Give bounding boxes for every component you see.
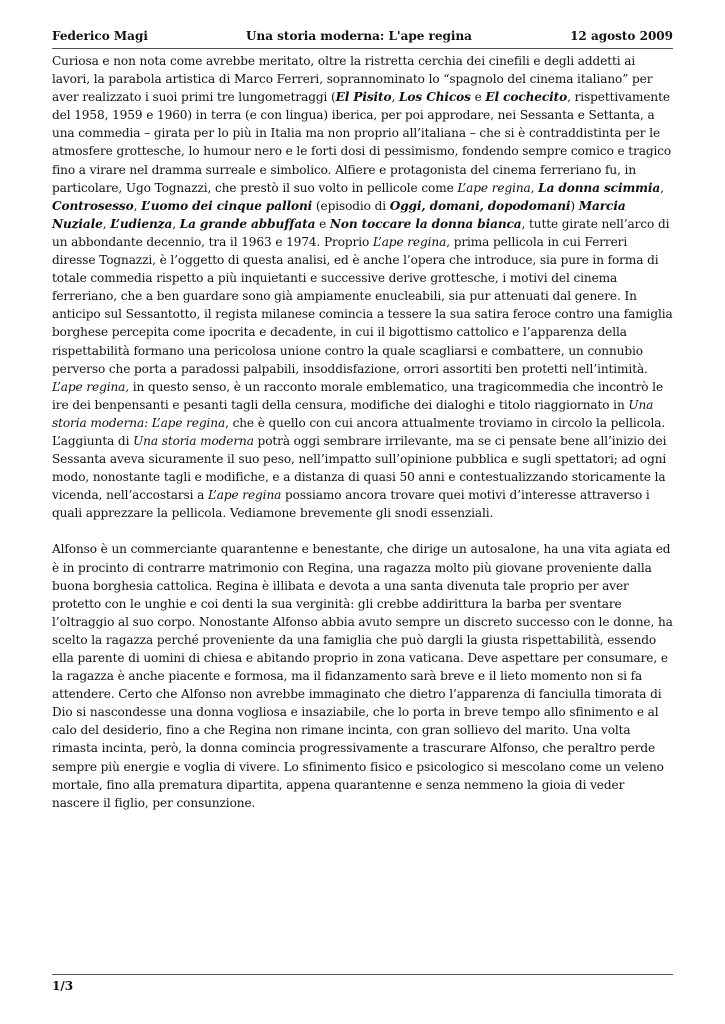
paragraph-2: Alfonso è un commerciante quarantenne e benestante, che dirige un autosalone, ha una vita agiata ed è in procinto di contrarre matrimonio con Regina, una ragazza molto più giovane proveniente dalla buona borghesia cattolica. Regina è illibata e devota a una santa divenuta tale proprio per aver protetto con le unghie e coi denti la sua verginità: gli crebbe addirittura la barba per sventare l’oltraggio al suo corpo. Nonostante Alfonso abbia avuto sempre un discreto successo con le donne, ha scelto la ragazza perché proveniente da una famiglia che può dargli la giusta rispettabilità, essendo ella parente di uomini di chiesa e abitando proprio in zona vaticana. Deve aspettare per consumare, e la ragazza è anche piacente e formosa, ma il fidanzamento sarà breve e il lieto momento non si fa attendere. Certo che Alfonso non avrebbe immaginato che dietro l’apparenza di fanciulla timorata di Dio si nascondesse una donna vogliosa e insaziabile, che lo porta in breve tempo allo sfinimento e al calo del desiderio, fino a che Regina non rimane incinta, con gran sollievo del marito. Una volta rimasta incinta, però, la donna comincia progressivamente a trascurare Alfonso, che peraltro perde sempre più energie e voglia di vivere. Lo sfinimento fisico e psicologico si mescolano come un veleno mortale, fino alla prematura dipartita, appena quarantenne e senza nemmeno la gioia di veder nascere il figlio, per consunzione.: [52, 542, 673, 810]
film-title: Non toccare la donna bianca: [329, 216, 522, 231]
film-title: El Pisito: [335, 90, 392, 105]
text-run: , prima pellicola in cui Ferreri diresse Tognazzi, è l’oggetto di questa analisi, ed è anche l’opera che introduce, sia pure in forma di totale commedia rispetto a più inquietanti e successive derive grottesche, i motivi del cinema ferreriano, che a ben guardare sono già ampiamente enucleabili, sia pur attenuati dal genere. In anticipo sul Sessantotto, il regista milanese comincia a tessere la sua satira feroce contro una famiglia borghese percepita come ipocrita e decadente, in cui il bigottismo cattolico e l’apparenza della rispettabilità formano una pericolosa unione contro la quale scagliarsi e combattere, un connubio perverso che porta a paradossi palpabili, insoddisfazione, orrori assortiti ben protetti nell’intimità.: [52, 234, 673, 376]
text-run: ,: [530, 180, 539, 195]
text-run: Curiosa e non nota come avrebbe meritato, oltre la ristretta cerchia dei cinefili e degli addetti ai lavori, la parabola artistica di Marco Ferreri, soprannominato lo “spagnolo del cinema italiano” per aver realizzato i suoi primi tre lungometraggi (: [52, 54, 653, 105]
film-title-italic: Una storia moderna: L’ape regina: [52, 397, 654, 430]
film-title-italic: L’ape regina: [207, 488, 282, 503]
text-run: possiamo ancora trovare quei motivi d’interesse attraverso i quali apprezzare la pellicola. Vediamone brevemente gli snodi essenziali.: [52, 488, 650, 521]
text-run: ,: [172, 216, 180, 231]
film-title: L’uomo dei cinque palloni: [141, 198, 313, 213]
film-title-italic: L’ape regina: [372, 234, 447, 249]
header-author: Federico Magi: [52, 29, 148, 43]
page-number: 1/3: [52, 979, 74, 993]
film-title: El cochecito: [485, 90, 568, 105]
film-title: La grande abbuffata: [179, 216, 316, 231]
footer-divider: [52, 974, 673, 975]
film-title-italic: L’ape regina: [457, 180, 531, 195]
film-title: La donna scimmia: [538, 180, 661, 195]
header-divider: [52, 48, 673, 49]
film-title: Controsesso: [52, 198, 134, 213]
film-title: Marcia Nuziale: [52, 198, 626, 231]
text-run: ,: [391, 90, 399, 105]
text-run: ,: [660, 180, 664, 195]
film-title: Oggi, domani, dopodomani: [389, 198, 571, 213]
film-title-italic: L’ape regina,: [52, 379, 130, 394]
text-run: e: [315, 216, 330, 231]
text-run: in questo senso, è un racconto morale emblematico, una tragicommedia che incontrò le ire dei benpensanti e pesanti tagli della censura, modifiche dei dialoghi e titolo riaggiornato in: [52, 379, 664, 412]
film-title: Los Chicos: [399, 90, 471, 105]
header-date: 12 agosto 2009: [570, 29, 673, 43]
film-title-italic: Una storia moderna: [133, 433, 254, 448]
text-run: ): [570, 198, 579, 213]
paragraph-1: [52, 52, 674, 522]
header-title: Una storia moderna: L'ape regina: [246, 29, 472, 43]
text-run: potrà oggi sembrare irrilevante, ma se ci pensate bene all’inizio dei Sessanta aveva sicuramente il suo peso, nell’impatto sull’opinione pubblica e sugli spettatori; ad ogni modo, nonostante tagli e modifiche, e a distanza di quasi 50 anni e contestualizzando storicamente la vicenda, nell’accostarsi a: [52, 433, 667, 503]
text-run: ,: [102, 216, 111, 231]
film-title: L’udienza: [110, 216, 173, 231]
text-run: , che è quello con cui ancora attualmente troviamo in circolo la pellicola. L’aggiunta di: [52, 415, 666, 448]
text-run: , rispettivamente del 1958, 1959 e 1960) in terra (e con lingua) iberica, per poi approdare, nei Sessanta e Settanta, a una commedia – girata per lo più in Italia ma non proprio all’italiana – che si è contraddistinta per le atmosfere grottesche, lo humour nero e le forti dosi di pessimismo, fondendo sempre comico e tragico fino a virare nel dramma surreale e simbolico. Alfiere e protagonista del cinema ferreriano fu, in particolare, Ugo Tognazzi, che prestò il suo volto in pellicole come: [52, 90, 672, 195]
text-run: e: [470, 90, 486, 105]
text-run: , tutte girate nell’arco di un abbondante decennio, tra il 1963 e 1974. Proprio: [52, 216, 670, 249]
text-run: (episodio di: [312, 198, 390, 213]
page-header: [52, 29, 673, 43]
article-body: [52, 52, 674, 830]
text-run: ,: [133, 198, 142, 213]
